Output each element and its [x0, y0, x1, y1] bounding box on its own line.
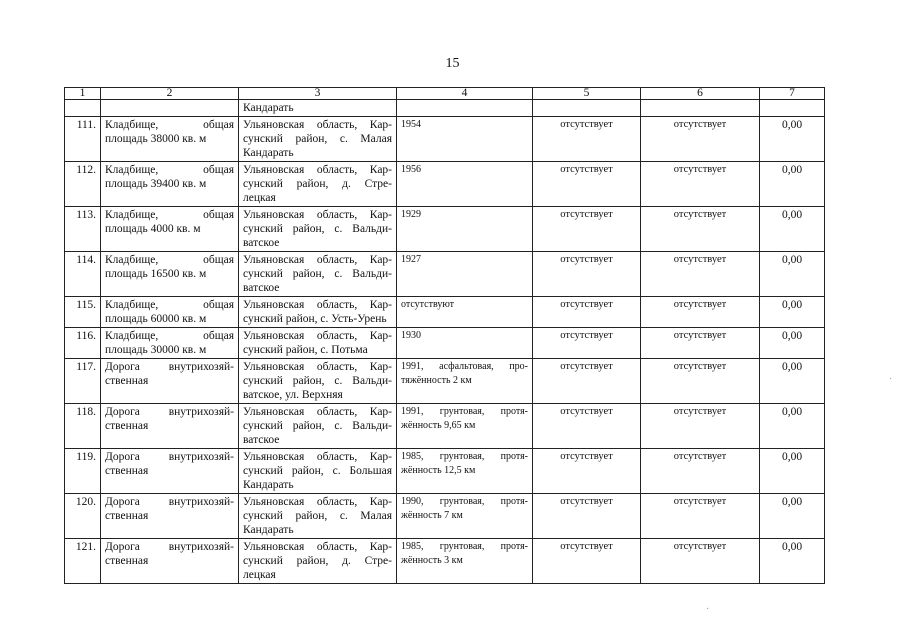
- cell-name: Кладбище, общая площадь 4000 кв. м: [101, 207, 239, 252]
- cell-address: Ульяновская область, Кар-сунский район, с. Вальди-ватское: [239, 404, 397, 449]
- cell-number: [65, 100, 101, 117]
- cell-col6: отсутствует: [641, 207, 760, 252]
- cell-name: Кладбище, общая площадь 38000 кв. м: [101, 117, 239, 162]
- cell-name: [101, 100, 239, 117]
- cell-col5: отсутствует: [533, 252, 641, 297]
- cell-col6: отсутствует: [641, 328, 760, 359]
- cell-value: 0,00: [760, 539, 825, 584]
- cell-details: 1927: [397, 252, 533, 297]
- cell-value: 0,00: [760, 252, 825, 297]
- cell-address: Ульяновская область, Кар-сунский район, с. Усть-Урень: [239, 297, 397, 328]
- cell-col5: отсутствует: [533, 404, 641, 449]
- cell-col5: отсутствует: [533, 359, 641, 404]
- cell-number: 113.: [65, 207, 101, 252]
- cell-address: Ульяновская область, Кар-сунский район, с. Потьма: [239, 328, 397, 359]
- cell-value: 0,00: [760, 494, 825, 539]
- column-header-4: 4: [397, 88, 533, 100]
- registry-table: [64, 87, 825, 584]
- table-row: [65, 494, 825, 539]
- cell-number: 120.: [65, 494, 101, 539]
- cell-col6: отсутствует: [641, 162, 760, 207]
- cell-details: [397, 100, 533, 117]
- cell-col6: отсутствует: [641, 359, 760, 404]
- cell-col5: отсутствует: [533, 162, 641, 207]
- cell-details: 1929: [397, 207, 533, 252]
- cell-address: Ульяновская область, Кар-сунский район, с. Вальди-ватское: [239, 252, 397, 297]
- cell-col5: отсутствует: [533, 328, 641, 359]
- cell-col6: отсутствует: [641, 494, 760, 539]
- cell-details: отсутствуют: [397, 297, 533, 328]
- table-row: [65, 117, 825, 162]
- cell-value: 0,00: [760, 162, 825, 207]
- header-row: [65, 88, 825, 100]
- cell-value: 0,00: [760, 449, 825, 494]
- cell-col5: отсутствует: [533, 449, 641, 494]
- cell-details: 1930: [397, 328, 533, 359]
- cell-col5: отсутствует: [533, 494, 641, 539]
- cell-col6: отсутствует: [641, 404, 760, 449]
- cell-name: Дорога внутрихозяй-ственная: [101, 494, 239, 539]
- cell-details: 1990, грунтовая, протя-жённость 7 км: [397, 494, 533, 539]
- cell-name: Дорога внутрихозяй-ственная: [101, 404, 239, 449]
- cell-value: 0,00: [760, 328, 825, 359]
- cell-value: 0,00: [760, 404, 825, 449]
- cell-number: 118.: [65, 404, 101, 449]
- cell-number: 121.: [65, 539, 101, 584]
- cell-number: 116.: [65, 328, 101, 359]
- column-header-1: 1: [65, 88, 101, 100]
- cell-details: 1956: [397, 162, 533, 207]
- cell-address: Кандарать: [239, 100, 397, 117]
- cell-details: 1991, грунтовая, протя-жённость 9,65 км: [397, 404, 533, 449]
- cell-col6: [641, 100, 760, 117]
- cell-address: Ульяновская область, Кар-сунский район, с. Вальди-ватское, ул. Верхняя: [239, 359, 397, 404]
- cell-col5: [533, 100, 641, 117]
- cell-name: Дорога внутрихозяй-ственная: [101, 539, 239, 584]
- cell-name: Дорога внутрихозяй-ственная: [101, 359, 239, 404]
- cell-number: 111.: [65, 117, 101, 162]
- column-header-7: 7: [760, 88, 825, 100]
- column-header-5: 5: [533, 88, 641, 100]
- cell-name: Дорога внутрихозяй-ственная: [101, 449, 239, 494]
- table-row: [65, 404, 825, 449]
- table-row: [65, 162, 825, 207]
- table-row: [65, 359, 825, 404]
- column-header-3: 3: [239, 88, 397, 100]
- cell-details: 1991, асфальтовая, про-тяжённость 2 км: [397, 359, 533, 404]
- cell-number: 119.: [65, 449, 101, 494]
- cell-name: Кладбище, общая площадь 60000 кв. м: [101, 297, 239, 328]
- cell-details: 1954: [397, 117, 533, 162]
- cell-number: 114.: [65, 252, 101, 297]
- cell-address: Ульяновская область, Кар-сунский район, с. Вальди-ватское: [239, 207, 397, 252]
- cell-number: 112.: [65, 162, 101, 207]
- scan-speck: ·: [889, 374, 893, 385]
- cell-value: 0,00: [760, 359, 825, 404]
- cell-value: 0,00: [760, 117, 825, 162]
- cell-col6: отсутствует: [641, 449, 760, 494]
- table-row: [65, 539, 825, 584]
- cell-name: Кладбище, общая площадь 39400 кв. м: [101, 162, 239, 207]
- cell-col5: отсутствует: [533, 117, 641, 162]
- cell-value: 0,00: [760, 297, 825, 328]
- cell-col5: отсутствует: [533, 539, 641, 584]
- table-row: [65, 252, 825, 297]
- cell-number: 117.: [65, 359, 101, 404]
- scan-speck: ·: [706, 604, 710, 615]
- continuation-row: [65, 100, 825, 117]
- cell-col6: отсутствует: [641, 539, 760, 584]
- table-row: [65, 207, 825, 252]
- cell-col6: отсутствует: [641, 117, 760, 162]
- cell-number: 115.: [65, 297, 101, 328]
- table-row: [65, 297, 825, 328]
- cell-address: Ульяновская область, Кар-сунский район, с. Малая Кандарать: [239, 117, 397, 162]
- cell-col6: отсутствует: [641, 297, 760, 328]
- cell-name: Кладбище, общая площадь 30000 кв. м: [101, 328, 239, 359]
- cell-details: 1985, грунтовая, протя-жённость 3 км: [397, 539, 533, 584]
- cell-address: Ульяновская область, Кар-сунский район, д. Стре-лецкая: [239, 539, 397, 584]
- cell-name: Кладбище, общая площадь 16500 кв. м: [101, 252, 239, 297]
- cell-address: Ульяновская область, Кар-сунский район, д. Стре-лецкая: [239, 162, 397, 207]
- cell-value: [760, 100, 825, 117]
- column-header-2: 2: [101, 88, 239, 100]
- cell-address: Ульяновская область, Кар-сунский район, с. Малая Кандарать: [239, 494, 397, 539]
- cell-value: 0,00: [760, 207, 825, 252]
- cell-address: Ульяновская область, Кар-сунский район, с. Большая Кандарать: [239, 449, 397, 494]
- column-header-6: 6: [641, 88, 760, 100]
- cell-col5: отсутствует: [533, 207, 641, 252]
- cell-col6: отсутствует: [641, 252, 760, 297]
- table-row: [65, 328, 825, 359]
- cell-details: 1985, грунтовая, протя-жённость 12,5 км: [397, 449, 533, 494]
- cell-col5: отсутствует: [533, 297, 641, 328]
- page-number: 15: [445, 56, 460, 71]
- table-row: [65, 449, 825, 494]
